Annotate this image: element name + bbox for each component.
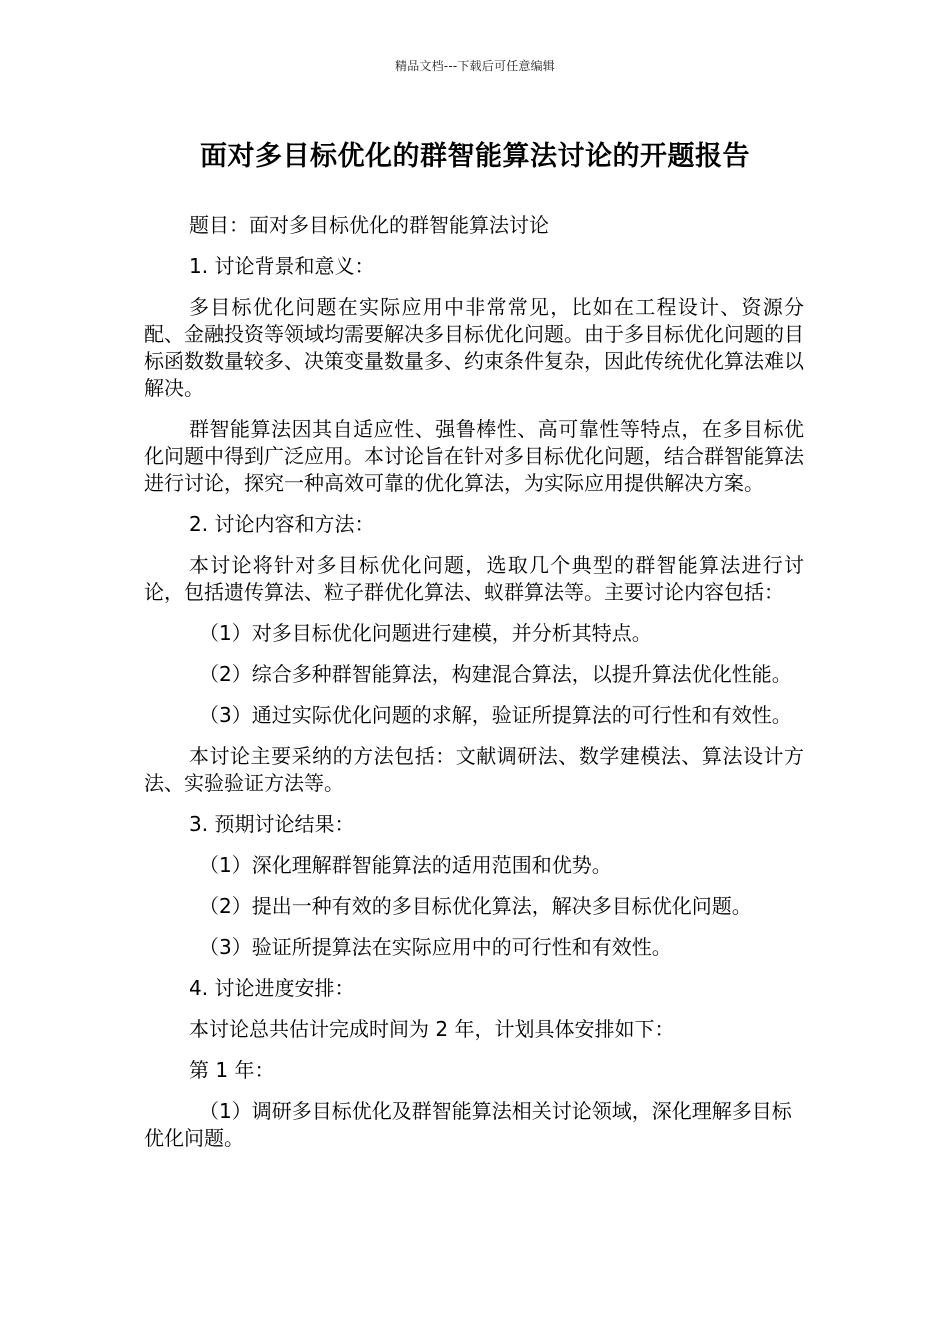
result-list-item: （3）验证所提算法在实际应用中的可行性和有效性。 bbox=[199, 935, 672, 959]
header-note: 精品文档---下载后可任意编辑 bbox=[395, 59, 555, 73]
section-heading-results: 3. 预期讨论结果： bbox=[189, 812, 355, 836]
document-body bbox=[144, 212, 804, 1166]
year-1-heading: 第 1 年： bbox=[189, 1058, 275, 1082]
schedule-paragraph: 本讨论总共估计完成时间为 2 年，计划具体安排如下： bbox=[189, 1017, 675, 1041]
year-1-list-item: （1）调研多目标优化及群智能算法相关讨论领域，深化理解多目标优化问题。 bbox=[144, 1099, 792, 1150]
content-list-item: （2）综合多种群智能算法，构建混合算法，以提升算法优化性能。 bbox=[199, 662, 792, 686]
content-list-item: （1）对多目标优化问题进行建模，并分析其特点。 bbox=[199, 621, 652, 645]
content-intro-paragraph: 本讨论将针对多目标优化问题，选取几个典型的群智能算法进行讨论，包括遗传算法、粒子群优化算法、蚁群算法等。主要讨论内容包括： bbox=[144, 553, 804, 604]
background-paragraph-2: 群智能算法因其自适应性、强鲁棒性、高可靠性等特点，在多目标优化问题中得到广泛应用。本讨论旨在针对多目标优化问题，结合群智能算法进行讨论，探究一种高效可靠的优化算法，为实际应用提供解决方案。 bbox=[144, 417, 804, 495]
section-heading-background: 1. 讨论背景和意义： bbox=[189, 254, 375, 278]
section-heading-content: 2. 讨论内容和方法： bbox=[189, 512, 375, 536]
result-list-item: （1）深化理解群智能算法的适用范围和优势。 bbox=[199, 853, 612, 877]
background-paragraph-1: 多目标优化问题在实际应用中非常常见，比如在工程设计、资源分配、金融投资等领域均需要解决多目标优化问题。由于多目标优化问题的目标函数数量较多、决策变量数量多、约束条件复杂，因此传统优化算法难以解决。 bbox=[144, 295, 804, 400]
document-title: 面对多目标优化的群智能算法讨论的开题报告 bbox=[200, 141, 750, 172]
content-list-item: （3）通过实际优化问题的求解，验证所提算法的可行性和有效性。 bbox=[199, 703, 792, 727]
methods-paragraph: 本讨论主要采纳的方法包括：文献调研法、数学建模法、算法设计方法、实验验证方法等。 bbox=[144, 744, 804, 795]
result-list-item: （2）提出一种有效的多目标优化算法，解决多目标优化问题。 bbox=[199, 894, 752, 918]
section-heading-schedule: 4. 讨论进度安排： bbox=[189, 976, 355, 1000]
topic-paragraph: 题目：面对多目标优化的群智能算法讨论 bbox=[189, 213, 549, 237]
